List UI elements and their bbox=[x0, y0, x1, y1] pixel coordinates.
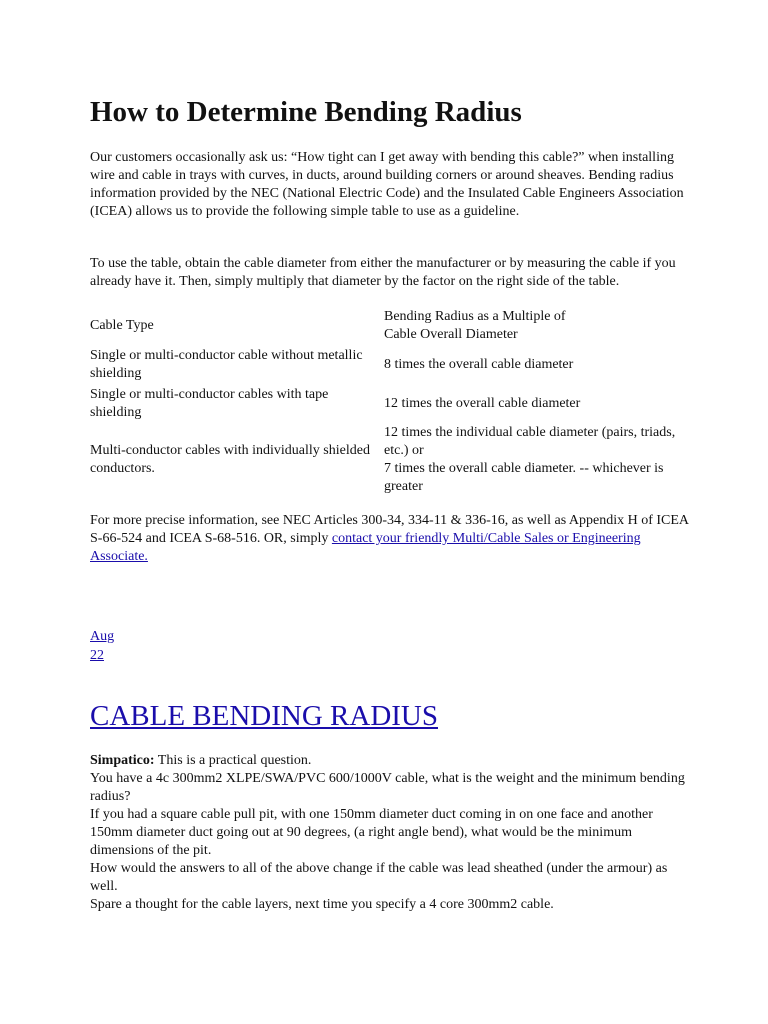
post-author: Simpatico: bbox=[90, 753, 155, 768]
post-line: You have a 4c 300mm2 XLPE/SWA/PVC 600/1000V cable, what is the weight and the minimum bending radius? bbox=[90, 771, 685, 804]
table-row bbox=[88, 384, 692, 423]
intro-paragraph: Our customers occasionally ask us: “How tight can I get away with bending this cable?” when installing wire and cable in trays with curves, in ducts, around building corners or around sheaves. Bending radius information provided by the NEC (National Electric Code) and the Insulated Cable Engineers Association (ICEA) allows us to provide the following simple table to use as a guideline. bbox=[90, 150, 684, 219]
cable-type-cell: Multi-conductor cables with individually shielded conductors. bbox=[90, 443, 370, 476]
table-row bbox=[88, 423, 692, 497]
more-info-paragraph bbox=[90, 512, 690, 566]
radius-cell: 8 times the overall cable diameter bbox=[384, 356, 574, 372]
usage-paragraph: To use the table, obtain the cable diameter from either the manufacturer or by measuring the cable if you already have it. Then, simply multiply that diameter by the factor on the right side of the table. bbox=[90, 256, 676, 289]
date-month-link[interactable]: Aug bbox=[90, 629, 115, 644]
radius-cell bbox=[382, 423, 692, 497]
post-title bbox=[90, 698, 438, 734]
post-lead: This is a practical question. bbox=[154, 753, 312, 768]
post-line: Spare a thought for the cable layers, next time you specify a 4 core 300mm2 cable. bbox=[90, 897, 554, 912]
cable-type-cell: Single or multi-conductor cables with tape shielding bbox=[90, 386, 329, 420]
table-header-row bbox=[88, 307, 692, 345]
header-cable-type: Cable Type bbox=[90, 318, 154, 333]
article-title: How to Determine Bending Radius bbox=[90, 96, 522, 128]
radius-cell-line1: 12 times the individual cable diameter (pairs, triads, etc.) or bbox=[384, 425, 676, 458]
header-bending-radius-line1: Bending Radius as a Multiple of bbox=[384, 309, 566, 324]
radius-cell-line2: 7 times the overall cable diameter. -- whichever is greater bbox=[384, 461, 664, 494]
post-line: How would the answers to all of the above change if the cable was lead sheathed (under the armour) as well. bbox=[90, 861, 668, 894]
post-lead-line bbox=[90, 752, 690, 770]
post-date bbox=[90, 627, 114, 665]
bending-radius-table bbox=[88, 307, 692, 497]
header-bending-radius bbox=[382, 307, 692, 345]
more-info-text: For more precise information, see NEC Articles 300-34, 334-11 & 336-16, as well as Appendix H of ICEA S-66-524 and ICEA S-68-516. OR, simply bbox=[90, 513, 689, 546]
contact-sales-link[interactable]: contact your friendly Multi/Cable Sales or Engineering Associate. bbox=[90, 531, 641, 564]
date-day-link[interactable]: 22 bbox=[90, 648, 104, 663]
header-bending-radius-line2: Cable Overall Diameter bbox=[384, 327, 518, 342]
cable-type-cell: Single or multi-conductor cable without metallic shielding bbox=[90, 347, 363, 381]
table-row bbox=[88, 345, 692, 384]
post-line: If you had a square cable pull pit, with one 150mm diameter duct coming in on one face and another 150mm diameter duct going out at 90 degrees, (a right angle bend), what would be the minimum dimensions of the pit. bbox=[90, 807, 653, 858]
radius-cell: 12 times the overall cable diameter bbox=[384, 395, 581, 411]
post-title-link[interactable]: CABLE BENDING RADIUS bbox=[90, 700, 438, 732]
post-body bbox=[90, 752, 690, 914]
